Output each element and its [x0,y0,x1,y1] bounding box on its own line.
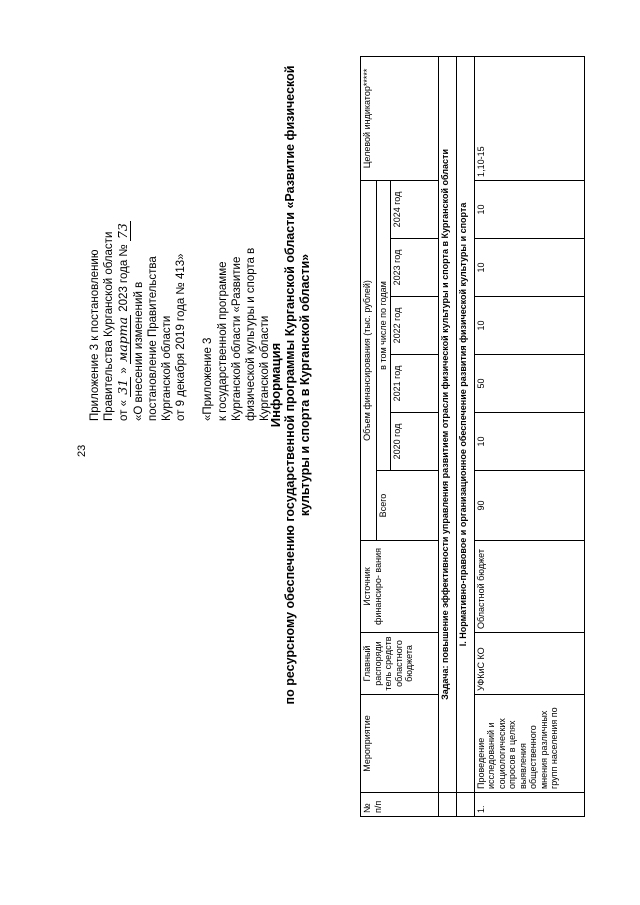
row-2022: 10 [474,297,584,355]
row-num: 1. [474,793,584,817]
header-activity: Мероприятие [361,695,439,793]
title-line: Информация [268,342,283,428]
date-mid: » [118,367,131,374]
row-source: Областной бюджет [474,541,584,633]
header-num: № п/п [361,793,439,817]
row-2023: 10 [474,239,584,297]
row-2021: 50 [474,355,584,413]
page-number: 23 [76,444,88,457]
table-row [474,56,584,816]
header-line: Курганской области [161,315,174,421]
header-manager: Главный распоряди тель средств областного бюджета [361,633,439,695]
row-target: 1,10-15 [474,56,584,180]
handwritten-month: марта [115,316,131,363]
annex-header [88,121,272,421]
section-row: I. Нормативно-правовое и организационное обеспечение развития физической культуры и спорта [456,56,474,792]
header-line: Правительства Курганской области [103,231,116,421]
spacer-cell [456,793,474,817]
header-line: постановление Правительства [146,256,159,421]
header-including: в том числе по годам [377,180,391,470]
row-2024: 10 [474,180,584,238]
annex-line: Курганской области «Развитие [230,256,243,421]
task-row: Задача: повышение эффективности управления развитием отрасли физической культуры и спорта в Курганской области [438,56,456,792]
annex-line: к государственной программе [216,261,229,421]
resource-table [360,56,585,817]
header-target: Целевой индикатор***** [361,56,439,180]
header-line: Приложение 3 к постановлению [89,249,101,421]
header-line: «О внесении изменений в [132,281,145,421]
header-line: от 9 декабря 2019 года № 413» [175,253,188,421]
header-date-line [116,121,131,421]
annex-line: физической культуры и спорта в [245,247,258,421]
annex-line: «Приложение 3 [202,337,215,421]
header-year-2024: 2024 год [390,180,438,238]
document-title [268,0,313,775]
header-year-2022: 2022 год [390,297,438,355]
header-year-2023: 2023 год [390,239,438,297]
annex-line: Курганской области [259,315,272,421]
row-total: 90 [474,471,584,541]
title-line: культуры и спорта в Курганской области» [298,253,312,517]
date-year: 2023 года № [118,244,131,312]
header-total: Всего [377,471,439,541]
title-line: по ресурсному обеспечению государственной программы Курганской области «Развитие физической [283,65,297,705]
header-year-2020: 2020 год [390,413,438,471]
spacer-cell [438,793,456,817]
header-source: Источник финансиро- вания [361,541,439,633]
row-manager: УФКиС КО [474,633,584,695]
header-volume: Объем финансирования (тыс. рублей) [361,180,377,540]
date-prefix: от « [118,399,131,421]
handwritten-number: 73 [115,223,131,240]
row-2020: 10 [474,413,584,471]
handwritten-day: 31 [115,378,131,395]
header-year-2021: 2021 год [390,355,438,413]
row-activity: Проведение исследований и социологических опросов в целях выявления общественного мнения различных групп населения по [474,695,584,793]
spacer [188,121,201,421]
